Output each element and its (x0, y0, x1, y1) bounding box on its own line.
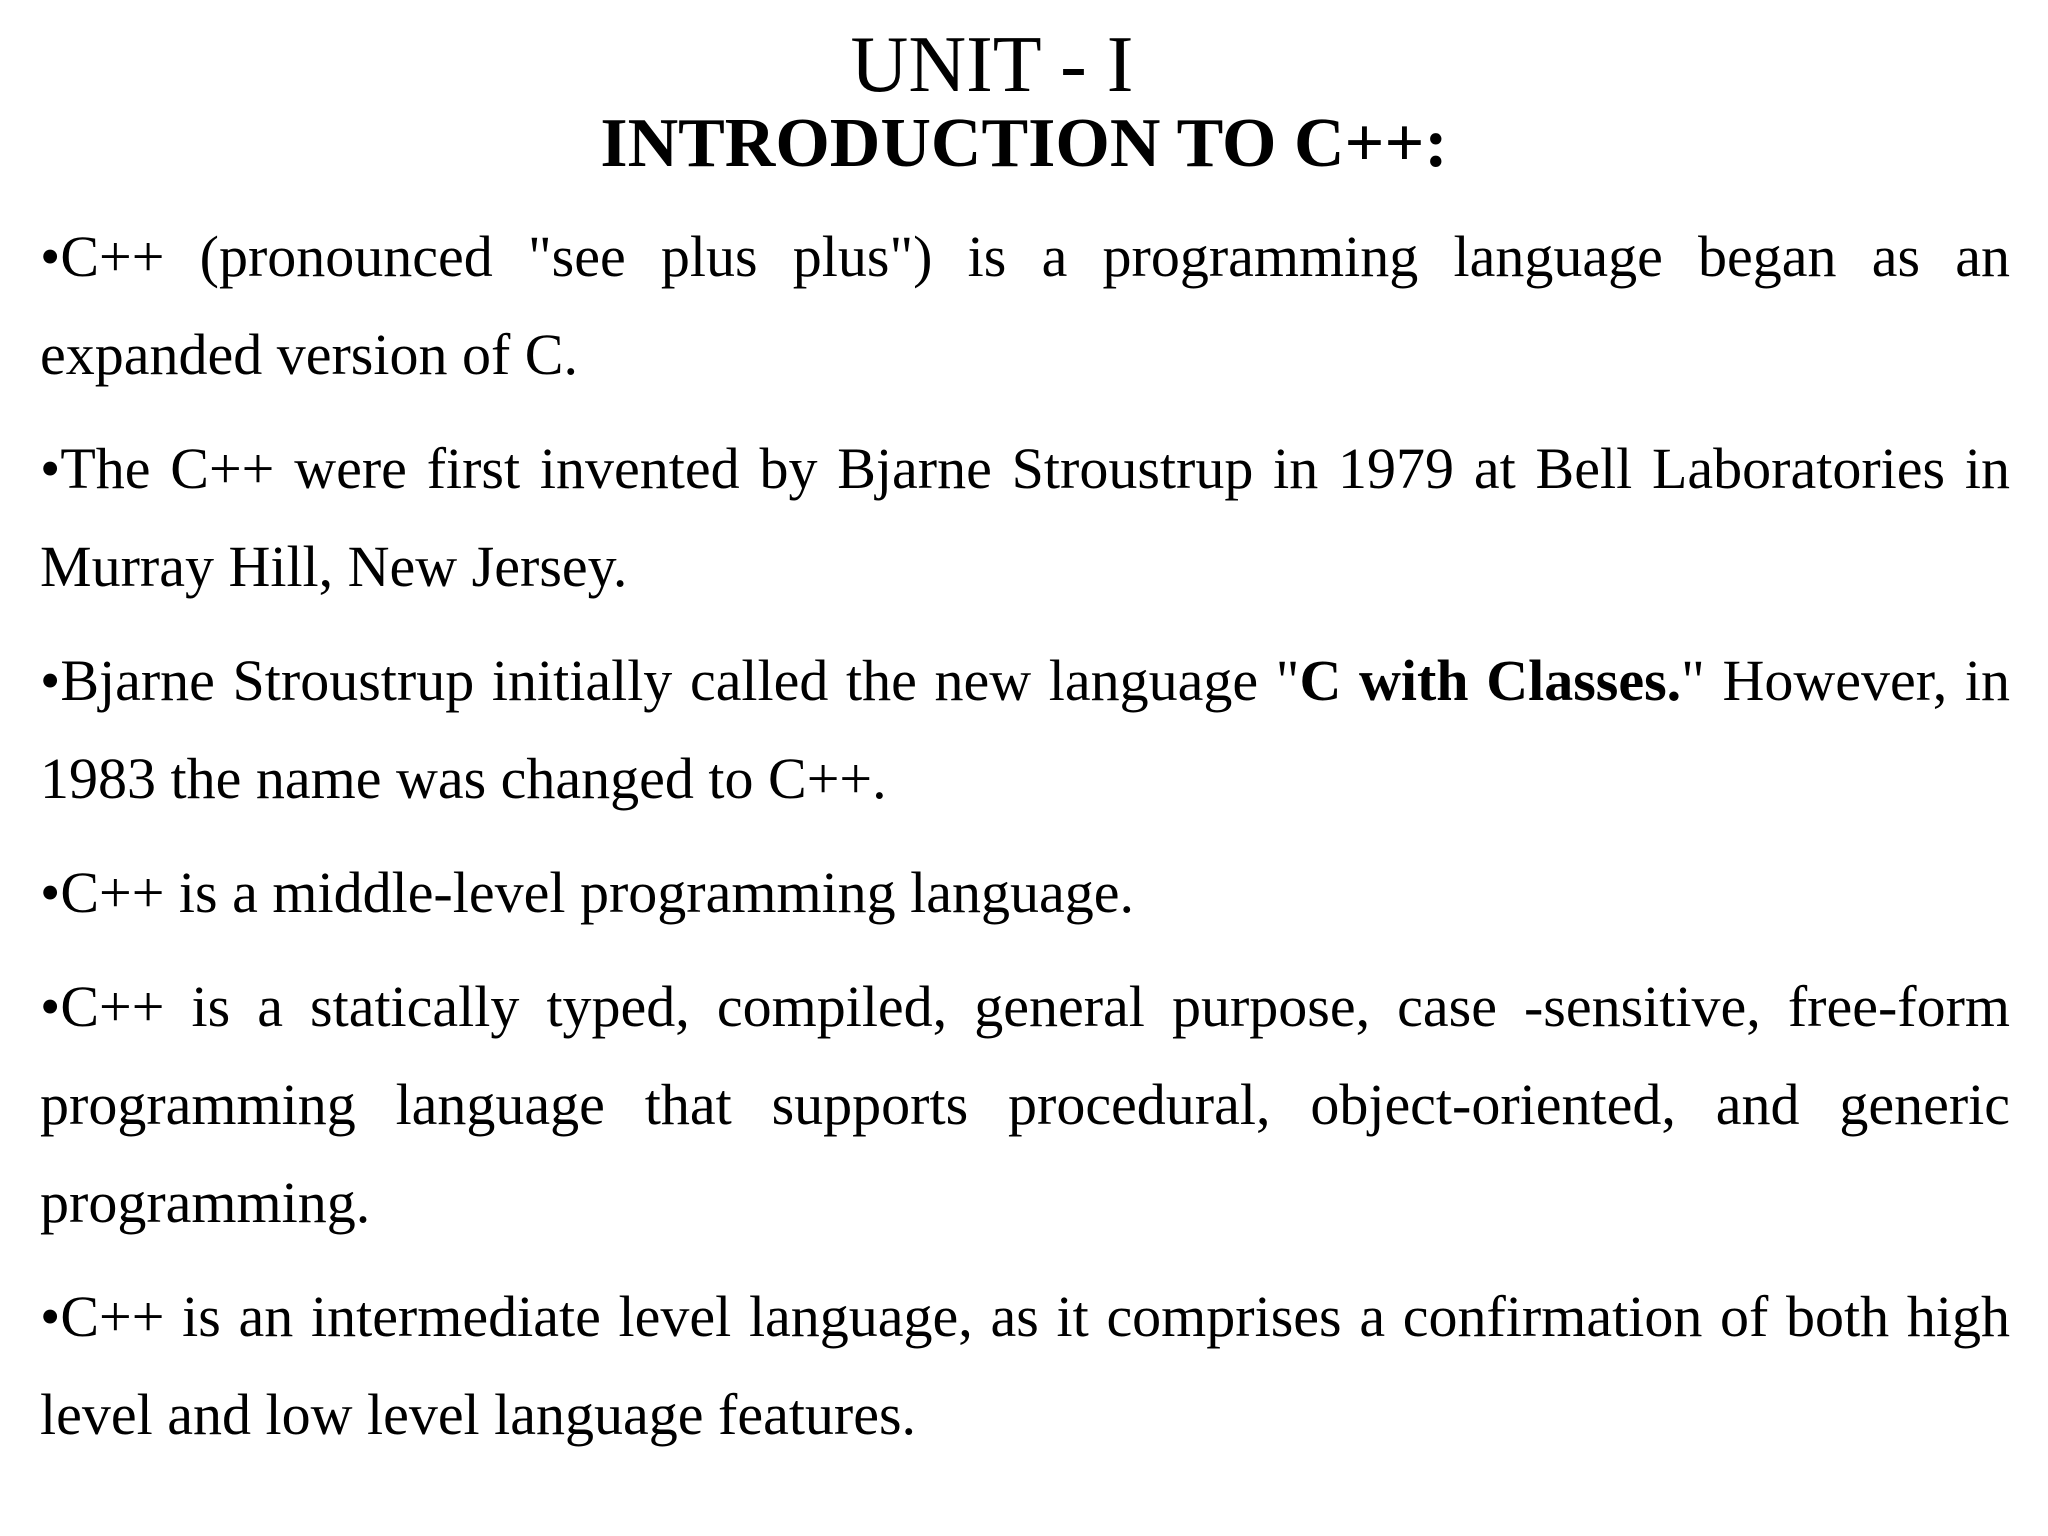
bullet-text-after: " However, in 1983 the name was changed to C++. (40, 648, 2010, 811)
bullet-text: C++ is a middle-level programming language. (60, 860, 1135, 925)
bullet-item (40, 958, 2010, 1252)
bullet-marker: • (40, 436, 61, 501)
section-heading: INTRODUCTION TO C++: (600, 105, 1448, 182)
bullet-item (40, 844, 2010, 942)
bullet-marker: • (40, 860, 61, 925)
bullet-item (40, 1268, 2010, 1464)
bullet-marker: • (40, 974, 61, 1039)
bullet-text: The C++ were first invented by Bjarne Stroustrup in 1979 at Bell Laboratories in Murray Hill, New Jersey. (40, 436, 2010, 599)
bullet-item (40, 420, 2010, 616)
bullet-item (40, 208, 2010, 404)
bullet-text-bold: C with Classes. (1299, 648, 1682, 713)
bullet-text: C++ is an intermediate level language, as it comprises a confirmation of both high level and low level language features. (40, 1284, 2010, 1447)
bullet-marker: • (40, 224, 61, 289)
bullet-text: C++ is a statically typed, compiled, general purpose, case -sensitive, free-form programming language that supports procedural, object-oriented, and generic programming. (40, 974, 2010, 1235)
unit-title: UNIT - I (850, 21, 1134, 109)
bullet-marker: • (40, 648, 61, 713)
bullet-text: C++ (pronounced "see plus plus") is a programming language began as an expanded version of C. (40, 224, 2010, 387)
bullet-marker: • (40, 1284, 61, 1349)
bullet-item (40, 632, 2010, 828)
bullet-text-before: Bjarne Stroustrup initially called the new language " (60, 648, 1300, 713)
bullet-list (40, 208, 2010, 1480)
